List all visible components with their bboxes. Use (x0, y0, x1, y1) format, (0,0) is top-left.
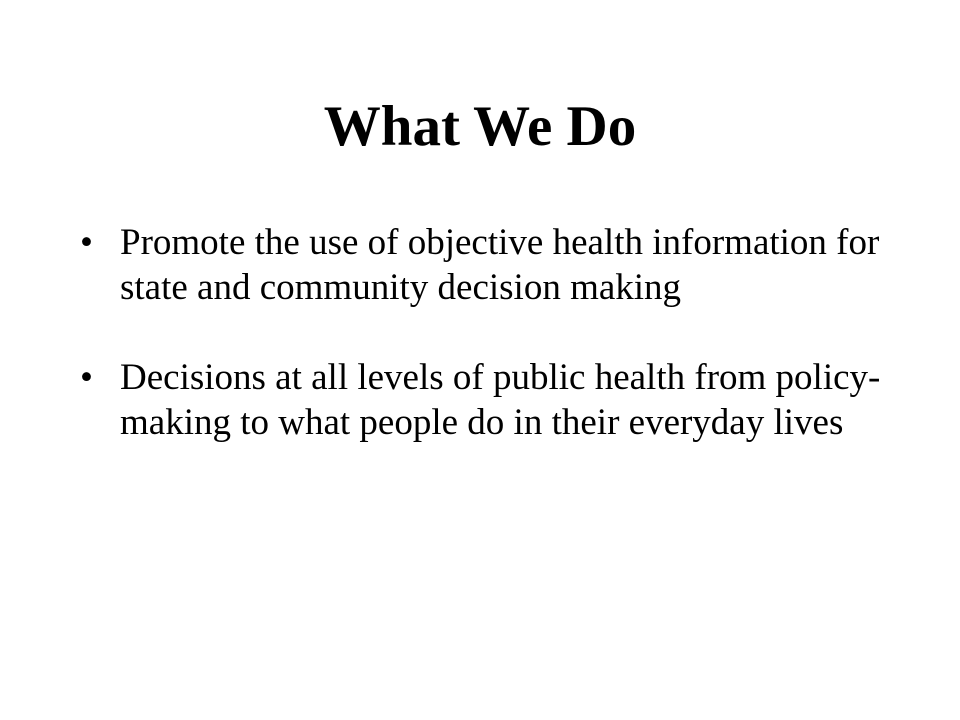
bullet-text: Decisions at all levels of public health from policy-making to what people do in their everyday lives (120, 357, 881, 443)
bullet-list (80, 220, 900, 445)
bullet-item (80, 220, 900, 310)
bullet-marker: • (80, 357, 93, 398)
bullet-text: Promote the use of objective health information for state and community decision making (120, 222, 880, 308)
slide-title: What We Do (323, 95, 637, 158)
bullet-item (80, 355, 900, 445)
bullet-marker: • (80, 222, 93, 263)
